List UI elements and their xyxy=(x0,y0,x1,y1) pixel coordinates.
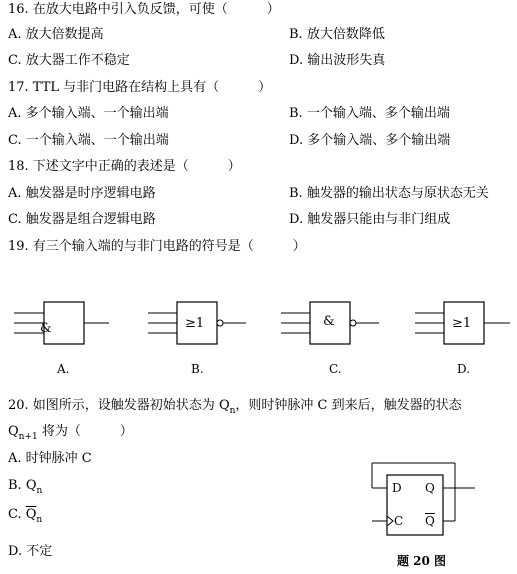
q16-option-d: D. 输出波形失真 xyxy=(289,53,386,68)
ff-c-label: C xyxy=(394,514,404,528)
q16-option-c: C. 放大器工作不稳定 xyxy=(8,53,130,68)
q18-option-d: D. 触发器只能由与非门组成 xyxy=(289,212,451,227)
q20-stem-rest: ，则时钟脉冲 C 到来后，触发器的状态 xyxy=(235,398,462,413)
gate-c-symbol: & xyxy=(323,314,335,329)
q18-stem: 18. 下述文字中正确的表述是（ ） xyxy=(8,159,241,174)
q17-stem: 17. TTL 与非门电路在结构上具有（ ） xyxy=(8,80,272,95)
q18-option-a: A. 触发器是时序逻辑电路 xyxy=(8,186,156,201)
ff-d-label: D xyxy=(392,481,402,495)
q20-stem-text: 20. 如图所示，设触发器初始状态为 Q xyxy=(8,398,230,413)
q20-qn1: Q xyxy=(8,424,19,439)
q20-qn1-sub: n+1 xyxy=(18,432,38,442)
q20-stem-line1 xyxy=(8,398,462,415)
q20-option-a: A. 时钟脉冲 C xyxy=(8,451,92,466)
gate-d-symbol: ≥1 xyxy=(452,316,472,331)
q16-option-a: A. 放大倍数提高 xyxy=(8,27,104,42)
q20-option-b xyxy=(8,478,42,495)
q20-option-d: D. 不定 xyxy=(8,544,53,559)
q17-option-a: A. 多个输入端、一个输出端 xyxy=(8,106,169,121)
ff-qbar-label: $\overline{Q}$ xyxy=(425,514,435,528)
q18-option-c: C. 触发器是组合逻辑电路 xyxy=(8,212,156,227)
q20-option-b-q: Q xyxy=(25,478,37,493)
gate-a-label: A. xyxy=(57,362,70,376)
q17-option-d: D. 多个输入端、多个输出端 xyxy=(289,133,451,148)
q20-option-c xyxy=(8,507,42,524)
q20-option-c-prefix: C. xyxy=(8,507,26,522)
q20-option-b-prefix: B. xyxy=(8,478,26,493)
figure-caption: 题 20 图 xyxy=(397,554,447,568)
q16-option-b: B. 放大倍数降低 xyxy=(289,27,385,42)
q20-option-b-sub: n xyxy=(36,486,43,496)
q20-stem-sub: n xyxy=(229,406,236,416)
q20-stem-line2 xyxy=(8,424,133,441)
q20-stem-line2-rest: 将为（ ） xyxy=(37,424,133,439)
gate-c-label: C. xyxy=(329,362,342,376)
q18-option-b: B. 触发器的输出状态与原状态无关 xyxy=(289,186,489,201)
flip-flop-figure xyxy=(372,463,475,535)
gate-a-symbol: & xyxy=(40,321,52,336)
gate-d-label: D. xyxy=(457,362,471,376)
q20-option-c-sub: n xyxy=(36,515,43,525)
q17-option-b: B. 一个输入端、多个输出端 xyxy=(289,106,450,121)
ff-q-label: Q xyxy=(425,481,435,495)
gate-b-symbol: ≥1 xyxy=(185,316,205,331)
q19-stem: 19. 有三个输入端的与非门电路的符号是（ ） xyxy=(8,239,306,254)
q20-option-c-q: $\overline{Q}$ xyxy=(25,507,37,522)
gate-b-label: B. xyxy=(191,362,204,376)
gate-a xyxy=(14,302,109,344)
q16-stem: 16. 在放大电路中引入负反馈，可使（ ） xyxy=(8,2,280,17)
q17-option-c: C. 一个输入端、一个输出端 xyxy=(8,133,169,148)
